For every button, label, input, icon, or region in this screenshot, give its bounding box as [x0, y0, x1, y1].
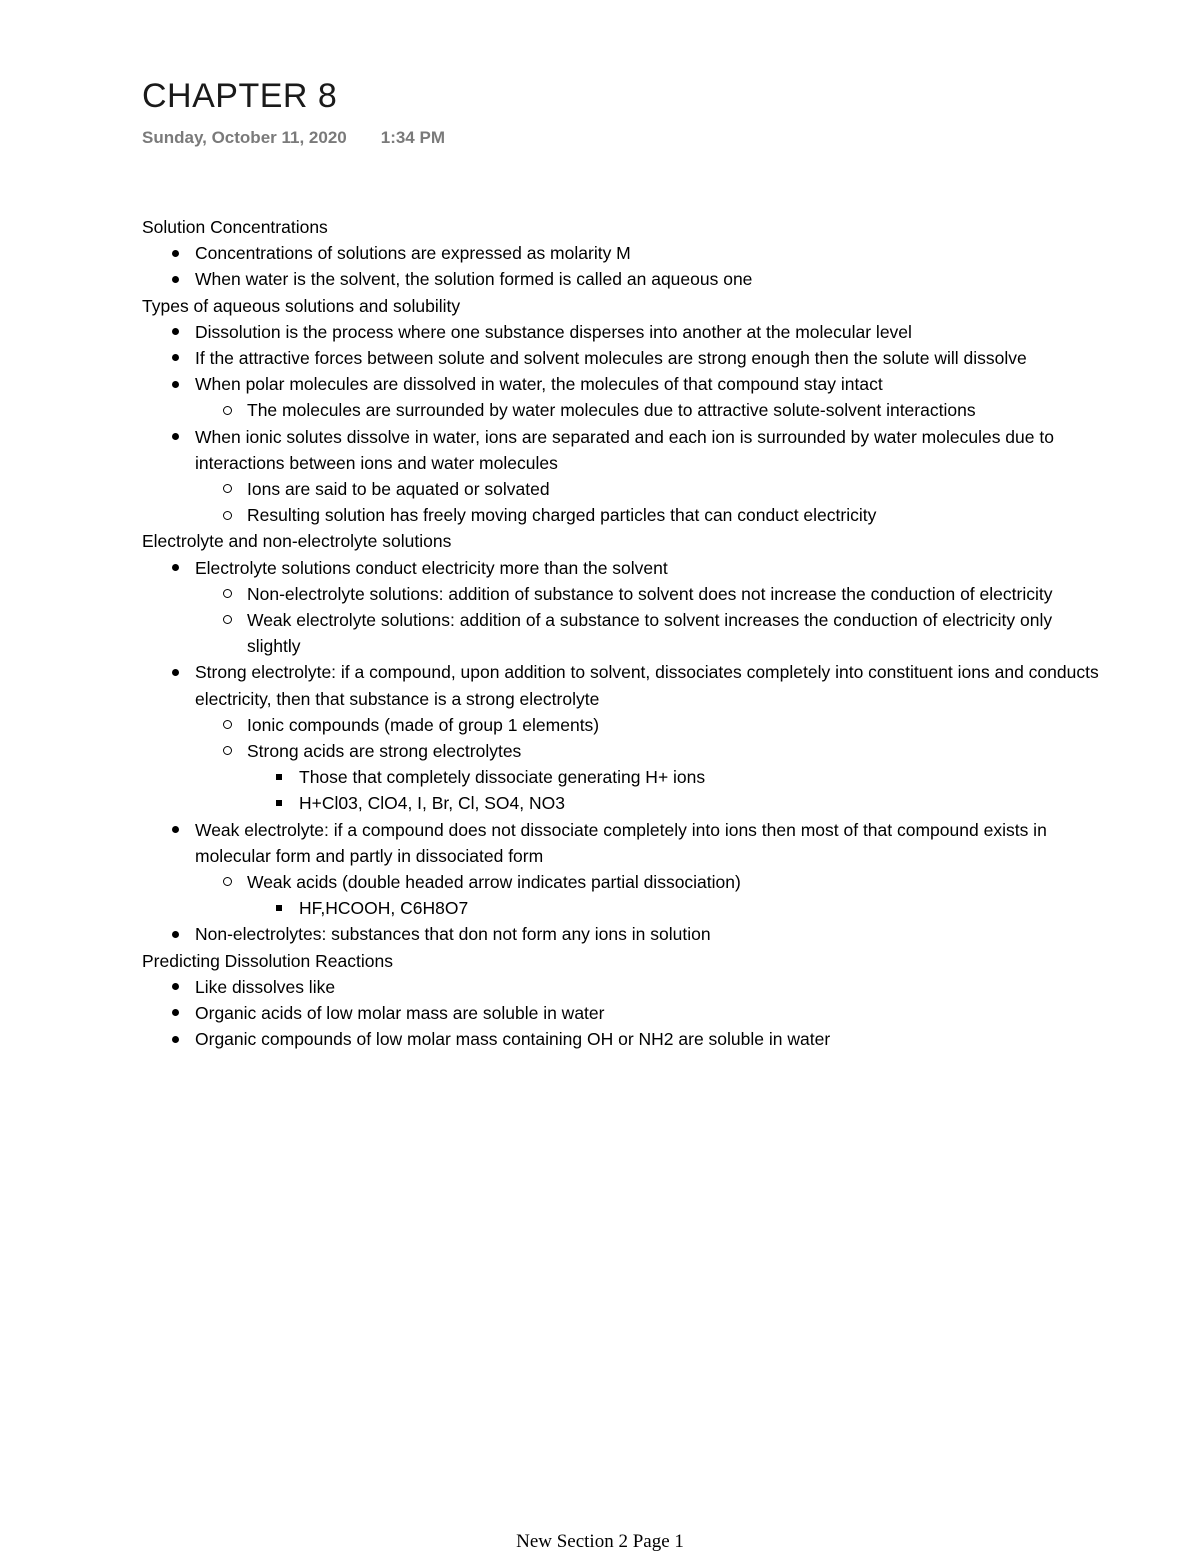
list-item: [142, 659, 1102, 816]
list-item: [142, 345, 1102, 371]
list-item-text: Weak electrolyte: if a compound does not dissociate completely into ions then most of that compound exists in molecular form and partly in dissociated form: [195, 819, 1047, 866]
bullet-dot-icon: [160, 240, 190, 266]
bullet-dot-icon: [160, 424, 190, 450]
list-item: [142, 266, 1102, 292]
sub-sub-list-item-text: H+Cl03, ClO4, I, Br, Cl, SO4, NO3: [299, 793, 565, 814]
sub-list-item: [195, 712, 1102, 738]
sub-list-item-text: Resulting solution has freely moving charged particles that can conduct electricity: [247, 505, 877, 526]
sub-sub-list-item-text: Those that completely dissociate generating H+ ions: [299, 767, 706, 788]
sub-list-item: [195, 476, 1102, 502]
bullet-dot-icon: [160, 345, 190, 371]
sub-bullet-list: [195, 869, 1102, 921]
sub-list-item-text: Weak electrolyte solutions: addition of a substance to solvent increases the conduction of electricity only slightly: [247, 610, 1053, 657]
page-meta: [142, 127, 445, 149]
list-item-text: When polar molecules are dissolved in water, the molecules of that compound stay intact: [195, 374, 883, 395]
section-heading: Solution Concentrations: [142, 217, 328, 237]
list-item-text: Strong electrolyte: if a compound, upon addition to solvent, dissociates completely into constituent ions and conducts electricity, then that substance is a strong electrolyte: [195, 662, 1099, 709]
sub-list-item: [195, 607, 1102, 659]
page-time: 1:34 PM: [380, 128, 445, 147]
sub-sub-list-item-text: HF,HCOOH, C6H8O7: [299, 898, 469, 919]
sub-bullet-list: [195, 712, 1102, 817]
sub-bullet-list: [195, 581, 1102, 660]
bullet-list: [142, 974, 1102, 1053]
page-title: CHAPTER 8: [142, 77, 338, 115]
sub-list-item-text: Non-electrolyte solutions: addition of substance to solvent does not increase the conduction of electricity: [247, 583, 1053, 604]
bullet-circle-icon: [212, 712, 242, 738]
bullet-dot-icon: [160, 921, 190, 947]
bullet-list: [142, 319, 1102, 529]
bullet-dot-icon: [160, 371, 190, 397]
bullet-dot-icon: [160, 1026, 190, 1052]
list-item: [142, 555, 1102, 660]
sub-list-item: [195, 502, 1102, 528]
bullet-circle-icon: [212, 502, 242, 528]
bullet-list: [142, 555, 1102, 948]
bullet-circle-icon: [212, 869, 242, 895]
list-item: [142, 319, 1102, 345]
list-item: [142, 817, 1102, 922]
list-item-text: Concentrations of solutions are expressed as molarity M: [195, 243, 631, 264]
sub-bullet-list: [195, 397, 1102, 423]
bullet-dot-icon: [160, 974, 190, 1000]
list-item-text: If the attractive forces between solute and solvent molecules are strong enough then the solute will dissolve: [195, 348, 1027, 369]
section-heading: Types of aqueous solutions and solubility: [142, 295, 461, 316]
bullet-dot-icon: [160, 555, 190, 581]
sub-list-item: [195, 397, 1102, 423]
list-item: [142, 921, 1102, 947]
list-item-text: When ionic solutes dissolve in water, ions are separated and each ion is surrounded by water molecules due to interactions between ions and water molecules: [195, 426, 1054, 473]
bullet-circle-icon: [212, 581, 242, 607]
list-item-text: Organic compounds of low molar mass containing OH or NH2 are soluble in water: [195, 1029, 831, 1050]
sub-bullet-list: [195, 476, 1102, 528]
bullet-dot-icon: [160, 266, 190, 292]
page-date: Sunday, October 11, 2020: [142, 128, 347, 147]
bullet-dot-icon: [160, 659, 190, 685]
list-item: [142, 240, 1102, 266]
sub-list-item-text: Ions are said to be aquated or solvated: [247, 479, 550, 500]
sub-list-item-text: The molecules are surrounded by water molecules due to attractive solute-solvent interactions: [247, 400, 976, 421]
sub-sub-bullet-list: [247, 764, 1102, 816]
list-item: [142, 1000, 1102, 1026]
bullet-dot-icon: [160, 319, 190, 345]
sub-list-item-text: Ionic compounds (made of group 1 elements): [247, 714, 600, 735]
sub-sub-bullet-list: [247, 895, 1102, 921]
list-item-text: Organic acids of low molar mass are soluble in water: [195, 1003, 605, 1024]
bullet-circle-icon: [212, 397, 242, 423]
list-item: [142, 371, 1102, 423]
sub-sub-list-item: [247, 895, 1102, 921]
sub-list-item-text: Strong acids are strong electrolytes: [247, 741, 522, 762]
sub-list-item-text: Weak acids (double headed arrow indicates partial dissociation): [247, 872, 741, 893]
bullet-dot-icon: [160, 817, 190, 843]
list-item-text: Dissolution is the process where one substance disperses into another at the molecular level: [195, 321, 912, 342]
page-footer: New Section 2 Page 1: [516, 1531, 684, 1552]
bullet-square-icon: [264, 790, 294, 816]
list-item: [142, 974, 1102, 1000]
bullet-circle-icon: [212, 738, 242, 764]
note-content: [142, 214, 1102, 1053]
list-item-text: When water is the solvent, the solution formed is called an aqueous one: [195, 269, 753, 290]
sub-sub-list-item: [247, 764, 1102, 790]
list-item-text: Non-electrolytes: substances that don not form any ions in solution: [195, 924, 711, 945]
bullet-square-icon: [264, 895, 294, 921]
list-item-text: Like dissolves like: [195, 976, 336, 997]
sub-list-item: [195, 581, 1102, 607]
bullet-circle-icon: [212, 607, 242, 633]
sub-sub-list-item: [247, 790, 1102, 816]
bullet-circle-icon: [212, 476, 242, 502]
bullet-dot-icon: [160, 1000, 190, 1026]
list-item: [142, 424, 1102, 529]
sub-list-item: [195, 869, 1102, 921]
bullet-square-icon: [264, 764, 294, 790]
list-item: [142, 1026, 1102, 1052]
list-item-text: Electrolyte solutions conduct electricity more than the solvent: [195, 557, 668, 578]
bullet-list: [142, 240, 1102, 292]
section-heading: Electrolyte and non-electrolyte solutions: [142, 531, 452, 552]
sub-list-item: [195, 738, 1102, 817]
section-heading: Predicting Dissolution Reactions: [142, 950, 393, 971]
